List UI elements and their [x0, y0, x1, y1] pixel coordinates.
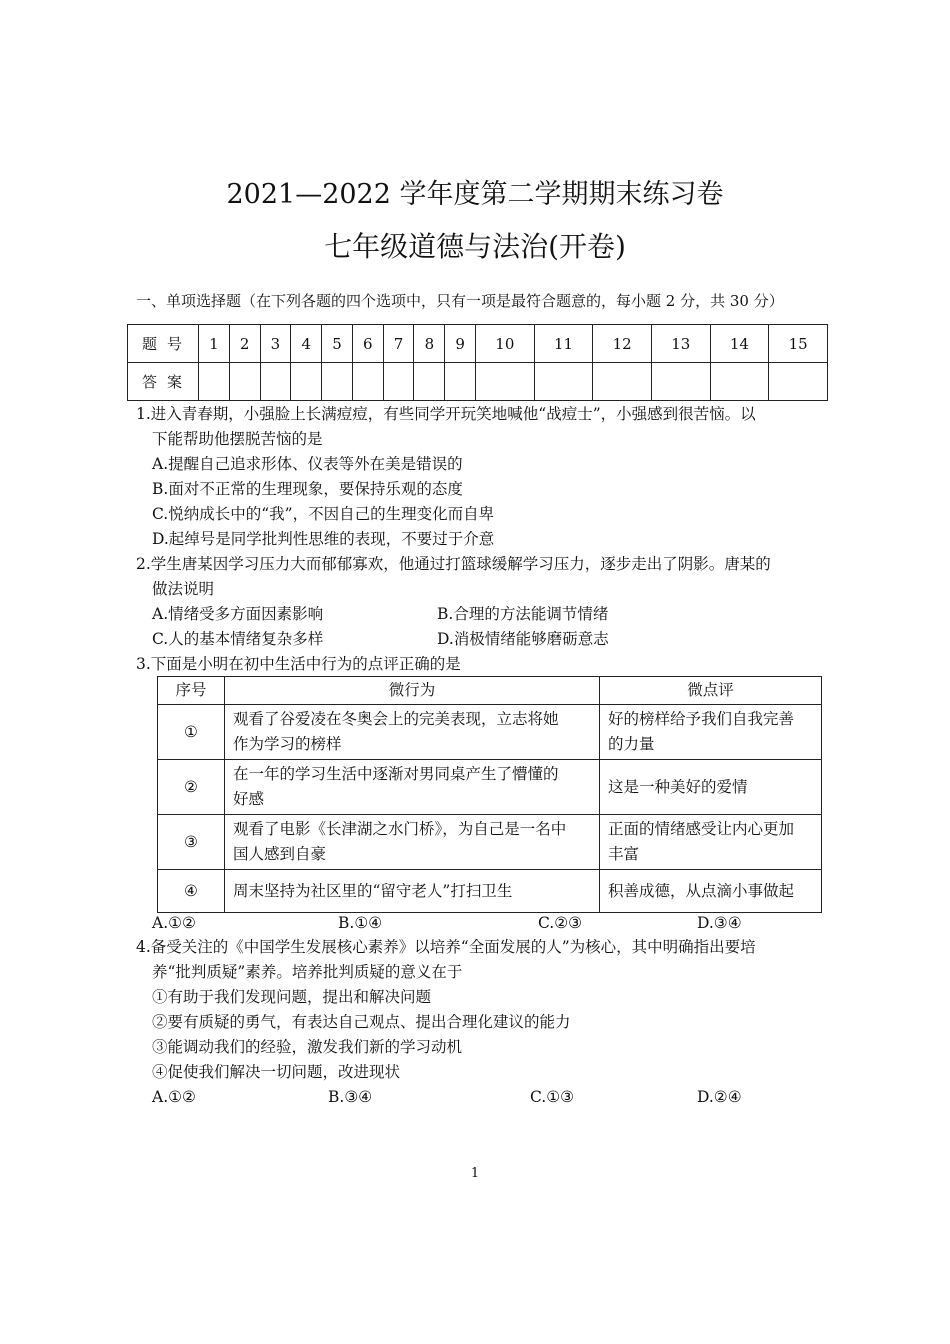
row-comment [600, 760, 822, 815]
q4-statement-4: ④促使我们解决一切问题，改进现状 [152, 1063, 401, 1081]
row-behavior [225, 815, 600, 870]
row-comment [600, 705, 822, 760]
answer-cell[interactable] [260, 363, 291, 401]
answer-cell[interactable] [534, 363, 593, 401]
behavior-line1: 在一年的学习生活中逐渐对男同桌产生了懵懂的 [233, 765, 559, 783]
comment-line1: 这是一种美好的爱情 [608, 777, 748, 796]
answer-cell[interactable] [445, 363, 476, 401]
question-number-cell: 5 [322, 325, 353, 363]
answer-cell[interactable] [291, 363, 322, 401]
table-header-behavior: 微行为 [225, 677, 600, 705]
table-row [158, 760, 822, 815]
question-number-cell: 15 [769, 325, 828, 363]
answer-cell[interactable] [229, 363, 260, 401]
section-heading: 一、单项选择题（在下列各题的四个选项中，只有一项是最符合题意的，每小题 2 分，共 30 分） [136, 292, 784, 310]
answer-table [127, 324, 828, 401]
table-header-comment: 微点评 [600, 677, 822, 705]
table-row [158, 705, 822, 760]
q4-option-a: A.①② [152, 1088, 196, 1106]
answer-cell[interactable] [769, 363, 828, 401]
comment-line1: 积善成德，从点滴小事做起 [608, 881, 795, 900]
answer-cell[interactable] [593, 363, 652, 401]
answer-cell[interactable] [322, 363, 353, 401]
question-number-cell: 12 [593, 325, 652, 363]
behavior-line1: 观看了电影《长津湖之水门桥》，为自己是一名中 [233, 820, 567, 838]
comment-line1: 正面的情绪感受让内心更加 [608, 820, 795, 838]
q4-stem-line1: 4.备受关注的《中国学生发展核心素养》以培养“全面发展的人”为核心，其中明确指出要培 [136, 938, 756, 956]
q4-statement-3: ③能调动我们的经验，激发我们新的学习动机 [152, 1038, 463, 1056]
q3-stem: 3.下面是小明在初中生活中行为的点评正确的是 [136, 655, 461, 673]
behavior-line1: 周末坚持为社区里的“留守老人”打扫卫生 [233, 881, 513, 900]
comment-line2: 丰富 [608, 845, 640, 863]
question-number-cell: 9 [445, 325, 476, 363]
q3-option-a: A.①② [152, 914, 196, 932]
q2-option-b: B.合理的方法能调节情绪 [437, 605, 609, 623]
answer-cell[interactable] [199, 363, 230, 401]
table-header-no: 序号 [158, 677, 225, 705]
question-number-cell: 7 [383, 325, 414, 363]
table-row [158, 815, 822, 870]
q4-statement-1: ①有助于我们发现问题，提出和解决问题 [152, 988, 432, 1006]
answer-cell[interactable] [476, 363, 535, 401]
table-row [158, 870, 822, 913]
question-number-cell: 13 [651, 325, 710, 363]
q4-statement-2: ②要有质疑的勇气，有表达自己观点、提出合理化建议的能力 [152, 1013, 571, 1031]
q2-option-c: C.人的基本情绪复杂多样 [152, 630, 324, 648]
question-number-cell: 10 [476, 325, 535, 363]
row-behavior [225, 760, 600, 815]
q3-option-c: C.②③ [538, 914, 583, 932]
answer-cell[interactable] [651, 363, 710, 401]
answer-cell[interactable] [414, 363, 445, 401]
row-number: ③ [158, 815, 225, 870]
exam-subtitle: 七年级道德与法治(开卷) [324, 230, 626, 263]
question-number-cell: 4 [291, 325, 322, 363]
q2-option-d: D.消极情绪能够磨砺意志 [437, 630, 609, 648]
q4-option-d: D.②④ [697, 1088, 742, 1106]
exam-title: 2021—2022 学年度第二学期期末练习卷 [226, 179, 724, 210]
q1-stem-line1: 1.进入青春期，小强脸上长满痘痘，有些同学开玩笑地喊他“战痘士”，小强感到很苦恼。以 [136, 405, 756, 423]
behavior-line2: 作为学习的榜样 [233, 735, 342, 753]
behavior-line1: 观看了谷爱凌在冬奥会上的完美表现，立志将她 [233, 710, 559, 728]
q4-option-c: C.①③ [530, 1088, 575, 1106]
row-number: ② [158, 760, 225, 815]
q1-option-c: C.悦纳成长中的“我”，不因自己的生理变化而自卑 [152, 505, 495, 523]
q3-option-b: B.①④ [338, 914, 383, 932]
answer-cell[interactable] [383, 363, 414, 401]
row-behavior [225, 870, 600, 913]
question-number-cell: 3 [260, 325, 291, 363]
question-number-label: 题号 [128, 325, 199, 363]
q4-stem-line2: 养“批判质疑”素养。培养批判质疑的意义在于 [152, 963, 463, 981]
behavior-line2: 国人感到自豪 [233, 845, 327, 863]
behavior-line2: 好感 [233, 790, 265, 808]
q1-stem-line2: 下能帮助他摆脱苦恼的是 [152, 430, 323, 448]
q2-option-a: A.情绪受多方面因素影响 [152, 605, 324, 623]
answer-cell[interactable] [710, 363, 769, 401]
q1-option-a: A.提醒自己追求形体、仪表等外在美是错误的 [152, 455, 463, 473]
question-number-cell: 6 [352, 325, 383, 363]
question-number-cell: 8 [414, 325, 445, 363]
comment-line1: 好的榜样给予我们自我完善 [608, 710, 795, 728]
q2-stem-line2: 做法说明 [152, 580, 215, 598]
question-number-cell: 14 [710, 325, 769, 363]
q3-behavior-table [157, 676, 822, 913]
row-number: ① [158, 705, 225, 760]
q3-option-d: D.③④ [697, 914, 742, 932]
page-number: 1 [470, 1166, 480, 1181]
q2-stem-line1: 2.学生唐某因学习压力大而郁郁寡欢，他通过打篮球缓解学习压力，逐步走出了阴影。唐某的 [136, 555, 771, 573]
q1-option-d: D.起绰号是同学批判性思维的表现，不要过于介意 [152, 530, 495, 548]
question-number-cell: 2 [229, 325, 260, 363]
row-number: ④ [158, 870, 225, 913]
comment-line2: 的力量 [608, 735, 655, 753]
answer-label: 答案 [128, 363, 199, 401]
row-comment [600, 870, 822, 913]
question-number-cell: 1 [199, 325, 230, 363]
row-comment [600, 815, 822, 870]
question-number-cell: 11 [534, 325, 593, 363]
row-behavior [225, 705, 600, 760]
q4-option-b: B.③④ [328, 1088, 373, 1106]
q1-option-b: B.面对不正常的生理现象，要保持乐观的态度 [152, 480, 463, 498]
answer-cell[interactable] [352, 363, 383, 401]
